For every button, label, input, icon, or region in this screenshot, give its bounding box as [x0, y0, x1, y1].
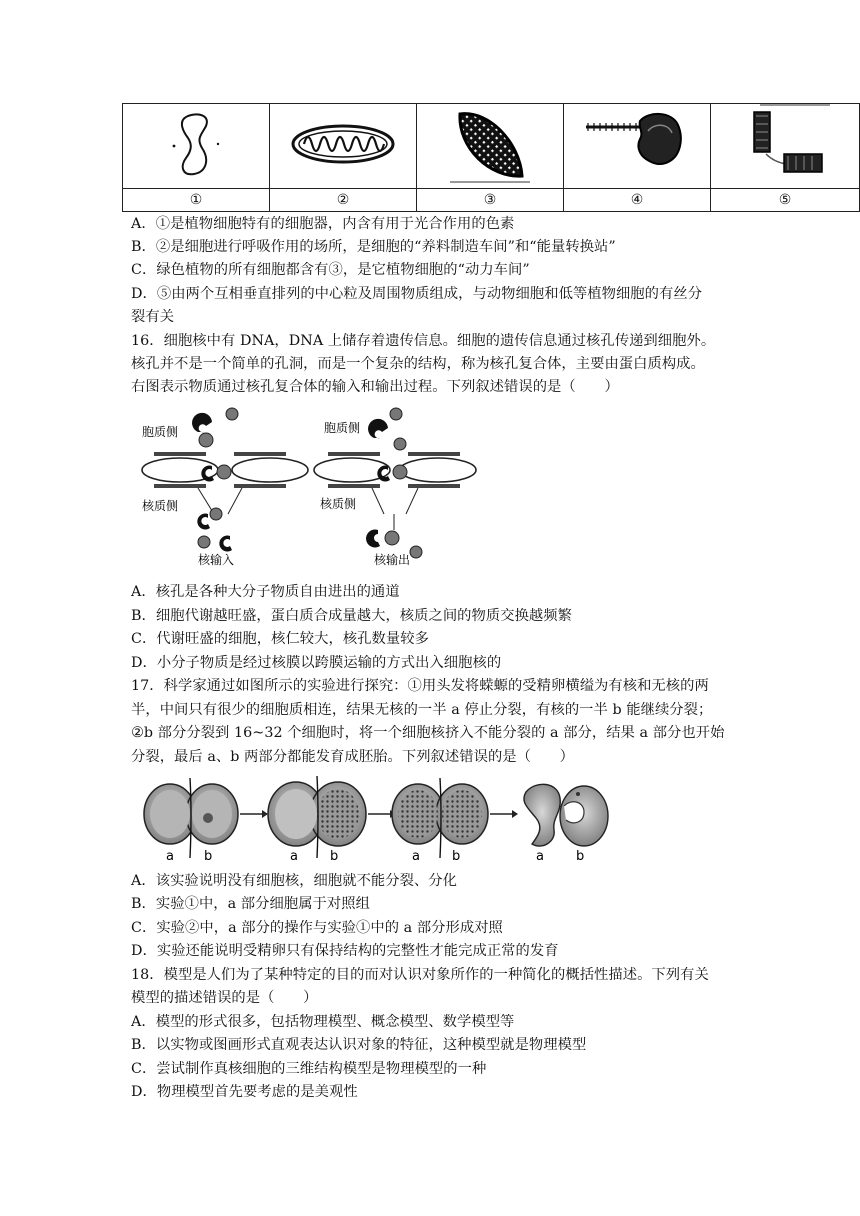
label-cytoplasm-left: 胞质侧 — [142, 425, 179, 439]
q18-stem-line-2: 模型的描述错误的是（ ） — [131, 990, 318, 1006]
stage2-label-a: a — [290, 849, 298, 864]
label-export: 核输出 — [374, 553, 411, 567]
organelle-number-1: ① — [123, 189, 270, 212]
q15-option-d-continued: 裂有关 — [131, 309, 175, 325]
stage4-label-b: b — [576, 849, 585, 864]
q16-option-b: B．细胞代谢越旺盛，蛋白质合成量越大，核质之间的物质交换越频繁 — [131, 608, 572, 624]
centriole-pair-icon — [740, 104, 830, 184]
mitochondrion-icon — [288, 119, 398, 169]
stage3-label-b: b — [452, 849, 461, 864]
q17-option-c: C．实验②中，a 部分的操作与实验①中的 a 部分形成对照 — [131, 920, 503, 936]
stage4-label-a: a — [536, 849, 544, 864]
stage3-label-a: a — [412, 849, 420, 864]
organelle-cell-1 — [123, 104, 270, 189]
golgi-body-icon — [582, 111, 692, 177]
chloroplast-grana-icon — [450, 104, 530, 184]
q18-option-c: C．尝试制作真核细胞的三维结构模型是物理模型的一种 — [131, 1061, 487, 1077]
organelle-cell-3 — [417, 104, 564, 189]
chloroplast-outline-icon — [166, 108, 226, 180]
organelle-table — [122, 103, 860, 212]
stage1-label-a: a — [166, 849, 174, 864]
organelle-number-3: ③ — [417, 189, 564, 212]
q17-option-a: A．该实验说明没有细胞核，细胞就不能分裂、分化 — [131, 873, 458, 889]
nuclear-pore-figure — [138, 402, 478, 574]
stage1-label-b: b — [204, 849, 213, 864]
nuclear-import-panel — [142, 408, 308, 567]
label-nucleoplasm-right: 核质侧 — [320, 497, 357, 511]
newt-egg-ligation-figure — [140, 774, 620, 868]
egg-stage-2 — [268, 776, 366, 864]
egg-stage-3 — [392, 778, 488, 864]
q15-option-a: A．①是植物细胞特有的细胞器，内含有用于光合作用的色素 — [131, 216, 515, 232]
q17-stem-line-3: ②b 部分分裂到 16~32 个细胞时，将一个细胞核挤入不能分裂的 a 部分，结果 a 部分也开始 — [131, 725, 725, 741]
q18-stem-line-1: 18．模型是人们为了某种特定的目的而对认识对象所作的一种简化的概括性描述。下列有关 — [131, 967, 709, 983]
q17-option-d: D．实验还能说明受精卵只有保持结构的完整性才能完成正常的发育 — [131, 943, 559, 959]
organelle-cell-5 — [711, 104, 860, 189]
label-nucleoplasm-left: 核质侧 — [142, 499, 179, 513]
organelle-number-2: ② — [270, 189, 417, 212]
q16-option-a: A．核孔是各种大分子物质自由进出的通道 — [131, 584, 400, 600]
q17-stem-line-1: 17．科学家通过如图所示的实验进行探究：①用头发将蝾螈的受精卵横缢为有核和无核的两 — [131, 678, 709, 694]
organelle-cell-4 — [564, 104, 711, 189]
q16-stem-line-2: 核孔并不是一个简单的孔洞，而是一个复杂的结构，称为核孔复合体，主要由蛋白质构成。 — [131, 356, 705, 372]
q15-option-c: C．绿色植物的所有细胞都含有③，是它植物细胞的“动力车间” — [131, 262, 530, 278]
q18-option-b: B．以实物或图画形式直观表达认识对象的特征，这种模型就是物理模型 — [131, 1037, 587, 1053]
q17-stem-line-2: 半，中间只有很少的细胞质相连，结果无核的一半 a 停止分裂，有核的一半 b 能继续分裂； — [131, 702, 713, 718]
egg-stage-1 — [144, 778, 238, 864]
stage2-label-b: b — [330, 849, 339, 864]
q18-option-a: A．模型的形式很多，包括物理模型、概念模型、数学模型等 — [131, 1014, 515, 1030]
q18-option-d: D．物理模型首先要考虑的是美观性 — [131, 1084, 358, 1100]
q16-option-d: D．小分子物质是经过核膜以跨膜运输的方式出入细胞核的 — [131, 655, 502, 671]
q17-stem-line-4: 分裂，最后 a、b 两部分都能发育成胚胎。下列叙述错误的是（ ） — [131, 749, 575, 765]
organelle-cell-2 — [270, 104, 417, 189]
q15-option-d: D．⑤由两个互相垂直排列的中心粒及周围物质组成，与动物细胞和低等植物细胞的有丝分 — [131, 286, 703, 302]
nuclear-export-panel — [314, 408, 476, 567]
q15-option-b: B．②是细胞进行呼吸作用的场所，是细胞的“养料制造车间”和“能量转换站” — [131, 239, 616, 255]
organelle-number-4: ④ — [564, 189, 711, 212]
organelle-number-5: ⑤ — [711, 189, 860, 212]
label-import: 核输入 — [198, 553, 235, 567]
label-cytoplasm-right: 胞质侧 — [324, 421, 361, 435]
q16-stem-line-1: 16．细胞核中有 DNA，DNA 上储存着遗传信息。细胞的遗传信息通过核孔传递到细胞外。 — [131, 333, 716, 349]
q17-option-b: B．实验①中，a 部分细胞属于对照组 — [131, 896, 370, 912]
q16-option-c: C．代谢旺盛的细胞，核仁较大，核孔数量较多 — [131, 631, 429, 647]
q16-stem-line-3: 右图表示物质通过核孔复合体的输入和输出过程。下列叙述错误的是（ ） — [131, 379, 619, 395]
embryo-stage — [524, 784, 608, 864]
